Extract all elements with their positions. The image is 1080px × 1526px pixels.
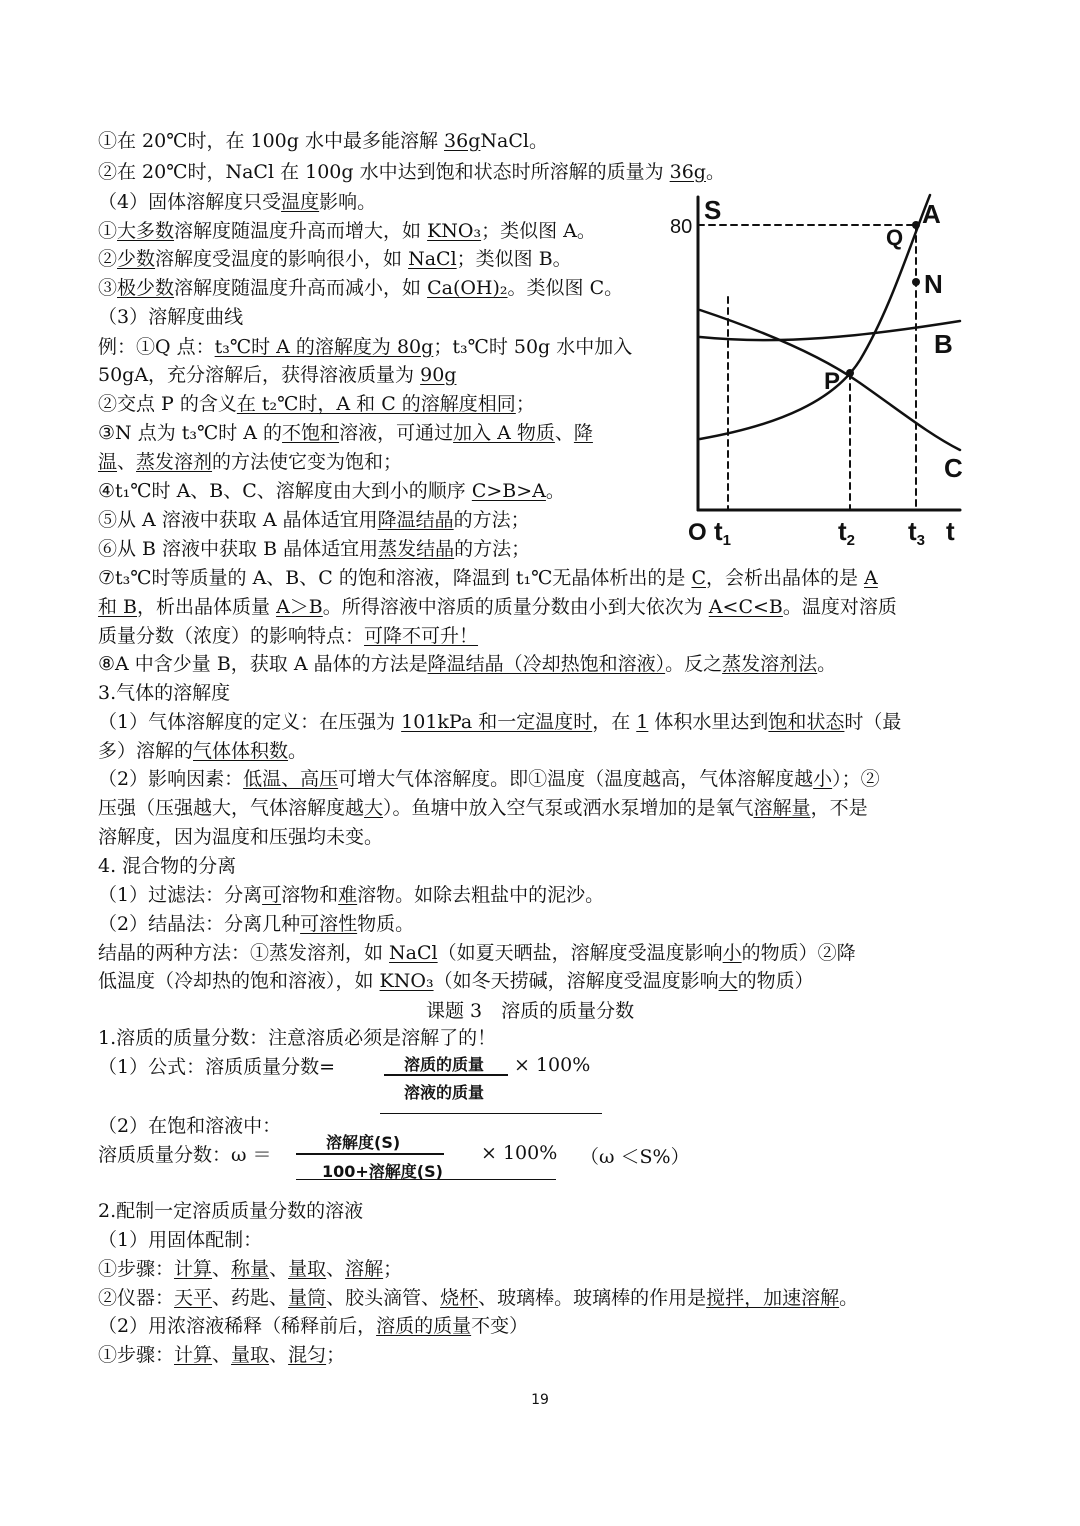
text-segment: 的方法使它变为饱和； (212, 451, 403, 473)
text-segment: 、 (212, 1344, 232, 1366)
solubility-curve-diagram (660, 185, 980, 555)
text-line (98, 1227, 262, 1253)
underlined-answer: KNO₃ (379, 970, 434, 992)
y-value-80: 80 (670, 216, 693, 238)
text-segment: ；类似图 A。 (481, 220, 596, 242)
text-segment: （1）气体溶解度的定义：在压强为 (98, 711, 402, 733)
curve-a-label: A (922, 199, 941, 229)
text-segment: 溶质质量分数：ω ＝ (98, 1144, 272, 1166)
text-segment: ⑥从 B 溶液中获取 B 晶体适宜用 (98, 538, 379, 560)
text-segment: 。所得溶液中溶质的质量分数由小到大依次为 (322, 596, 709, 618)
underlined-answer: 称量 (231, 1258, 270, 1280)
text-segment: 溶物和 (281, 884, 339, 906)
underlined-answer: 1 (636, 711, 649, 733)
text-segment: 的物质）②降 (741, 942, 856, 964)
text-segment: 溶解度随温度升高而减小，如 (174, 277, 428, 299)
text-line (98, 594, 897, 620)
text-segment: 低温度（冷却热的饱和溶液），如 (98, 970, 380, 992)
text-segment: 的方法； (453, 509, 530, 531)
text-segment: 溶物。如除去粗盐中的泥沙。 (357, 884, 605, 906)
text-segment: （如夏天晒盐，溶解度受温度影响 (437, 942, 723, 964)
text-segment: （4）固体溶解度只受 (98, 191, 282, 213)
text-line (98, 680, 230, 706)
formula2-denominator: 100+溶解度(S) (322, 1162, 443, 1181)
underlined-answer: 温度 (281, 191, 320, 213)
text-line (98, 853, 236, 879)
underlined-answer: 量取 (288, 1258, 327, 1280)
page-number: 19 (531, 1392, 549, 1408)
text-segment: 1.溶质的质量分数：注意溶质必须是溶解了的！ (98, 1027, 497, 1049)
text-segment: 、 (269, 1344, 289, 1366)
text-segment: ；类似图 B。 (456, 248, 572, 270)
underlined-answer: 蒸发结晶 (378, 538, 455, 560)
underlined-answer: NaCl (389, 942, 438, 964)
text-line (98, 246, 572, 272)
formula2-fraction-bar (296, 1153, 444, 1155)
text-segment: 溶液，可通过 (339, 422, 454, 444)
point-p-label: P (824, 368, 841, 395)
text-segment: 。反之 (665, 653, 723, 675)
underlined-answer: 大多数 (117, 220, 175, 242)
text-segment: （1）公式：溶质质量分数= (98, 1056, 336, 1078)
text-segment: ②仪器： (98, 1287, 175, 1309)
text-segment: ⑤从 A 溶液中获取 A 晶体适宜用 (98, 509, 378, 531)
section-heading: 课题 3 溶质的质量分数 (426, 1000, 635, 1022)
point-p (846, 369, 854, 377)
text-line (98, 391, 535, 417)
text-line (98, 1256, 402, 1282)
point-q (912, 221, 920, 229)
text-line (98, 1198, 363, 1224)
underlined-answer: 量取 (231, 1344, 270, 1366)
underlined-answer: 计算 (174, 1258, 213, 1280)
text-line (98, 536, 530, 562)
text-segment: 、 (117, 451, 137, 473)
underlined-answer: 少数 (117, 248, 156, 270)
underlined-answer: 101kPa 和一定温度时 (401, 711, 593, 733)
text-line (98, 1113, 281, 1139)
formula2-note: （ω ＜S%） (580, 1146, 690, 1168)
underlined-answer: A<C<B (708, 596, 783, 618)
text-segment: 结晶的两种方法：①蒸发溶剂，如 (98, 942, 390, 964)
text-segment: （3）溶解度曲线 (98, 306, 244, 328)
underlined-answer: 温 (98, 451, 118, 473)
underlined-answer: 小 (722, 942, 742, 964)
text-segment: ④t₁℃时 A、B、C、溶解度由大到小的顺序 (98, 480, 472, 502)
text-line (98, 565, 878, 591)
text-segment: （1）用固体配制： (98, 1229, 263, 1251)
text-line (98, 940, 856, 966)
underlined-answer: 36g (669, 161, 706, 183)
text-segment: 、 (326, 1258, 346, 1280)
text-line (98, 651, 836, 677)
text-segment: （2）在饱和溶液中： (98, 1115, 282, 1137)
text-segment: 体积水里达到 (648, 711, 769, 733)
text-segment: ②在 20℃时，NaCl 在 100g 水中达到饱和状态时所溶解的质量为 (98, 161, 670, 183)
text-segment: 4. 混合物的分离 (98, 855, 237, 877)
text-segment: （如冬天捞碱，溶解度受温度影响 (433, 970, 719, 992)
underlined-answer: 量筒 (288, 1287, 327, 1309)
underlined-answer: 可降不可升！ (364, 625, 479, 647)
text-segment: 。 (817, 653, 837, 675)
text-segment: 、药匙、 (212, 1287, 289, 1309)
text-segment: 50gA，充分溶解后，获得溶液质量为 (98, 364, 421, 386)
text-line (98, 623, 478, 649)
text-segment: 、 (554, 422, 574, 444)
text-line (98, 766, 880, 792)
text-segment: 、玻璃棒。玻璃棒的作用是 (478, 1287, 707, 1309)
underlined-answer: 不饱和 (282, 422, 340, 444)
text-segment: 。类似图 C。 (507, 277, 624, 299)
underlined-answer: 饱和状态 (768, 711, 845, 733)
text-segment: 时（最 (844, 711, 902, 733)
formula2-times: × 100% (481, 1142, 558, 1164)
underlined-answer: 低温、高压 (243, 768, 339, 790)
text-line (98, 334, 632, 360)
underlined-answer: 极少数 (117, 277, 175, 299)
underlined-answer: A (864, 567, 878, 589)
text-line (98, 507, 530, 533)
text-segment: ）。鱼塘中放入空气泵或洒水泵增加的是氧气 (383, 797, 754, 819)
formula2-numerator: 溶解度(S) (326, 1133, 401, 1152)
underlined-answer: 计算 (174, 1344, 213, 1366)
text-segment: ② (98, 248, 118, 270)
text-segment: 的方法； (454, 538, 531, 560)
underlined-answer: 溶解量 (753, 797, 811, 819)
text-line (98, 275, 623, 301)
text-segment: 。 (288, 740, 308, 762)
underlined-answer: 溶解 (345, 1258, 384, 1280)
text-line (98, 449, 402, 475)
t1-label: t1 (714, 516, 732, 549)
underlined-answer: 可溶性 (300, 913, 358, 935)
underlined-answer: 难 (338, 884, 358, 906)
text-segment: ，不是 (810, 797, 868, 819)
text-line (98, 968, 814, 994)
text-line (98, 795, 868, 821)
text-line (98, 304, 243, 330)
text-segment: 物质。 (357, 913, 415, 935)
text-segment: 、 (212, 1258, 232, 1280)
y-axis-label: S (704, 195, 722, 225)
x-axis-label: t (946, 516, 955, 546)
underlined-answer: 降温结晶（冷却热饱和溶液） (427, 653, 666, 675)
underlined-answer: 大 (364, 797, 384, 819)
underlined-answer: 加入 A 物质 (453, 422, 555, 444)
divider (380, 1113, 602, 1114)
text-segment: ⑦t₃℃时等质量的 A、B、C 的饱和溶液，降温到 t₁℃无晶体析出的是 (98, 567, 692, 589)
text-line (98, 911, 414, 937)
text-segment: 可增大气体溶解度。即①温度（温度越高，气体溶解度越 (338, 768, 814, 790)
text-line (98, 1142, 272, 1168)
text-segment: ，析出晶体质量 (137, 596, 277, 618)
text-segment: 。温度对溶质 (782, 596, 897, 618)
text-segment: 的物质） (737, 970, 814, 992)
underlined-answer: C>B>A (471, 480, 546, 502)
text-segment: （2）结晶法：分离几种 (98, 913, 301, 935)
divider (296, 1179, 556, 1180)
text-line (98, 218, 596, 244)
underlined-answer: NaCl (408, 248, 457, 270)
formula1-fraction-bar (384, 1074, 508, 1076)
text-line (98, 128, 548, 154)
text-line (98, 159, 725, 185)
underlined-answer: 溶质的质量 (376, 1315, 472, 1337)
text-line (98, 709, 901, 735)
text-line (98, 1054, 335, 1080)
text-line (98, 189, 376, 215)
text-line (98, 1285, 858, 1311)
text-segment: ① (98, 220, 118, 242)
text-segment: ，在 (592, 711, 637, 733)
underlined-answer: 36g (444, 130, 481, 152)
underlined-answer: 降温结晶 (377, 509, 454, 531)
text-line (98, 420, 593, 446)
formula1-numerator: 溶质的质量 (404, 1055, 485, 1074)
text-segment: 、 (269, 1258, 289, 1280)
underlined-answer: 混匀 (288, 1344, 327, 1366)
underlined-answer: 搅拌，加速溶解 (706, 1287, 840, 1309)
text-segment: （2）影响因素： (98, 768, 244, 790)
text-segment: 多）溶解的 (98, 740, 194, 762)
point-n-label: N (924, 269, 943, 299)
text-segment: ②交点 P 的含义 (98, 393, 237, 415)
text-segment: 溶解度，因为温度和压强均未变。 (98, 826, 384, 848)
underlined-answer: 烧杯 (440, 1287, 479, 1309)
text-segment: ①步骤： (98, 1258, 175, 1280)
text-segment: ；t₃℃时 50g 水中加入 (433, 336, 633, 358)
point-q-label: Q (886, 225, 904, 250)
underlined-answer: 蒸发溶剂法 (722, 653, 818, 675)
text-line (98, 1313, 528, 1339)
text-line (98, 1342, 345, 1368)
text-line (98, 1025, 496, 1051)
formula1-times: × 100% (514, 1054, 591, 1076)
text-segment: 例：①Q 点： (98, 336, 215, 358)
underlined-answer: 气体体积数 (193, 740, 289, 762)
text-segment: 。 (545, 480, 565, 502)
text-line (98, 478, 565, 504)
text-segment: 3.气体的溶解度 (98, 682, 231, 704)
text-segment: ③ (98, 277, 118, 299)
text-segment: 、胶头滴管、 (326, 1287, 441, 1309)
text-segment: 。 (839, 1287, 859, 1309)
text-line (98, 362, 456, 388)
curve-b-label: B (934, 329, 953, 359)
origin-label: O (688, 519, 707, 546)
t3-label: t3 (908, 516, 926, 549)
formula1-denominator: 溶液的质量 (404, 1083, 485, 1102)
underlined-answer: t₃℃时 A 的溶解度为 80g (214, 336, 434, 358)
text-segment: ③N 点为 t₃℃时 A 的 (98, 422, 283, 444)
point-n (912, 278, 920, 286)
text-segment: 2.配制一定溶质质量分数的溶液 (98, 1200, 364, 1222)
text-segment: 溶解度随温度升高而增大，如 (174, 220, 428, 242)
underlined-answer: KNO₃ (427, 220, 482, 242)
t2-label: t2 (838, 516, 856, 549)
underlined-answer: 和 B (98, 596, 138, 618)
underlined-answer: 在 t₂℃时，A 和 C 的溶解度相同 (236, 393, 516, 415)
underlined-answer: C (691, 567, 706, 589)
text-segment: 不变） (471, 1315, 529, 1337)
text-segment: ； (326, 1344, 346, 1366)
text-segment: （1）过滤法：分离 (98, 884, 263, 906)
text-segment: 压强（压强越大，气体溶解度越 (98, 797, 365, 819)
text-segment: 。 (705, 161, 725, 183)
text-segment: （2）用浓溶液稀释（稀释前后， (98, 1315, 377, 1337)
curve-c-label: C (944, 453, 963, 483)
text-segment: NaCl。 (480, 130, 548, 152)
underlined-answer: 可 (262, 884, 282, 906)
text-segment: 质量分数（浓度）的影响特点： (98, 625, 365, 647)
text-segment: ①步骤： (98, 1344, 175, 1366)
underlined-answer: A＞B (276, 596, 323, 618)
text-segment: ⑧A 中含少量 B，获取 A 晶体的方法是 (98, 653, 428, 675)
underlined-answer: 天平 (174, 1287, 213, 1309)
text-segment: 溶解度受温度的影响很小，如 (155, 248, 409, 270)
text-segment: ； (515, 393, 535, 415)
text-line (98, 882, 604, 908)
text-segment: ，会析出晶体的是 (705, 567, 865, 589)
underlined-answer: Ca(OH)₂ (427, 277, 508, 299)
text-segment: ①在 20℃时，在 100g 水中最多能溶解 (98, 130, 445, 152)
underlined-answer: 降 (573, 422, 593, 444)
text-segment: 影响。 (319, 191, 377, 213)
underlined-answer: 蒸发溶剂 (136, 451, 213, 473)
underlined-answer: 大 (718, 970, 738, 992)
underlined-answer: 90g (420, 364, 457, 386)
underlined-answer: 小 (813, 768, 833, 790)
text-line (98, 738, 307, 764)
text-line (98, 824, 383, 850)
text-segment: ）；② (832, 768, 880, 790)
text-segment: ； (383, 1258, 403, 1280)
